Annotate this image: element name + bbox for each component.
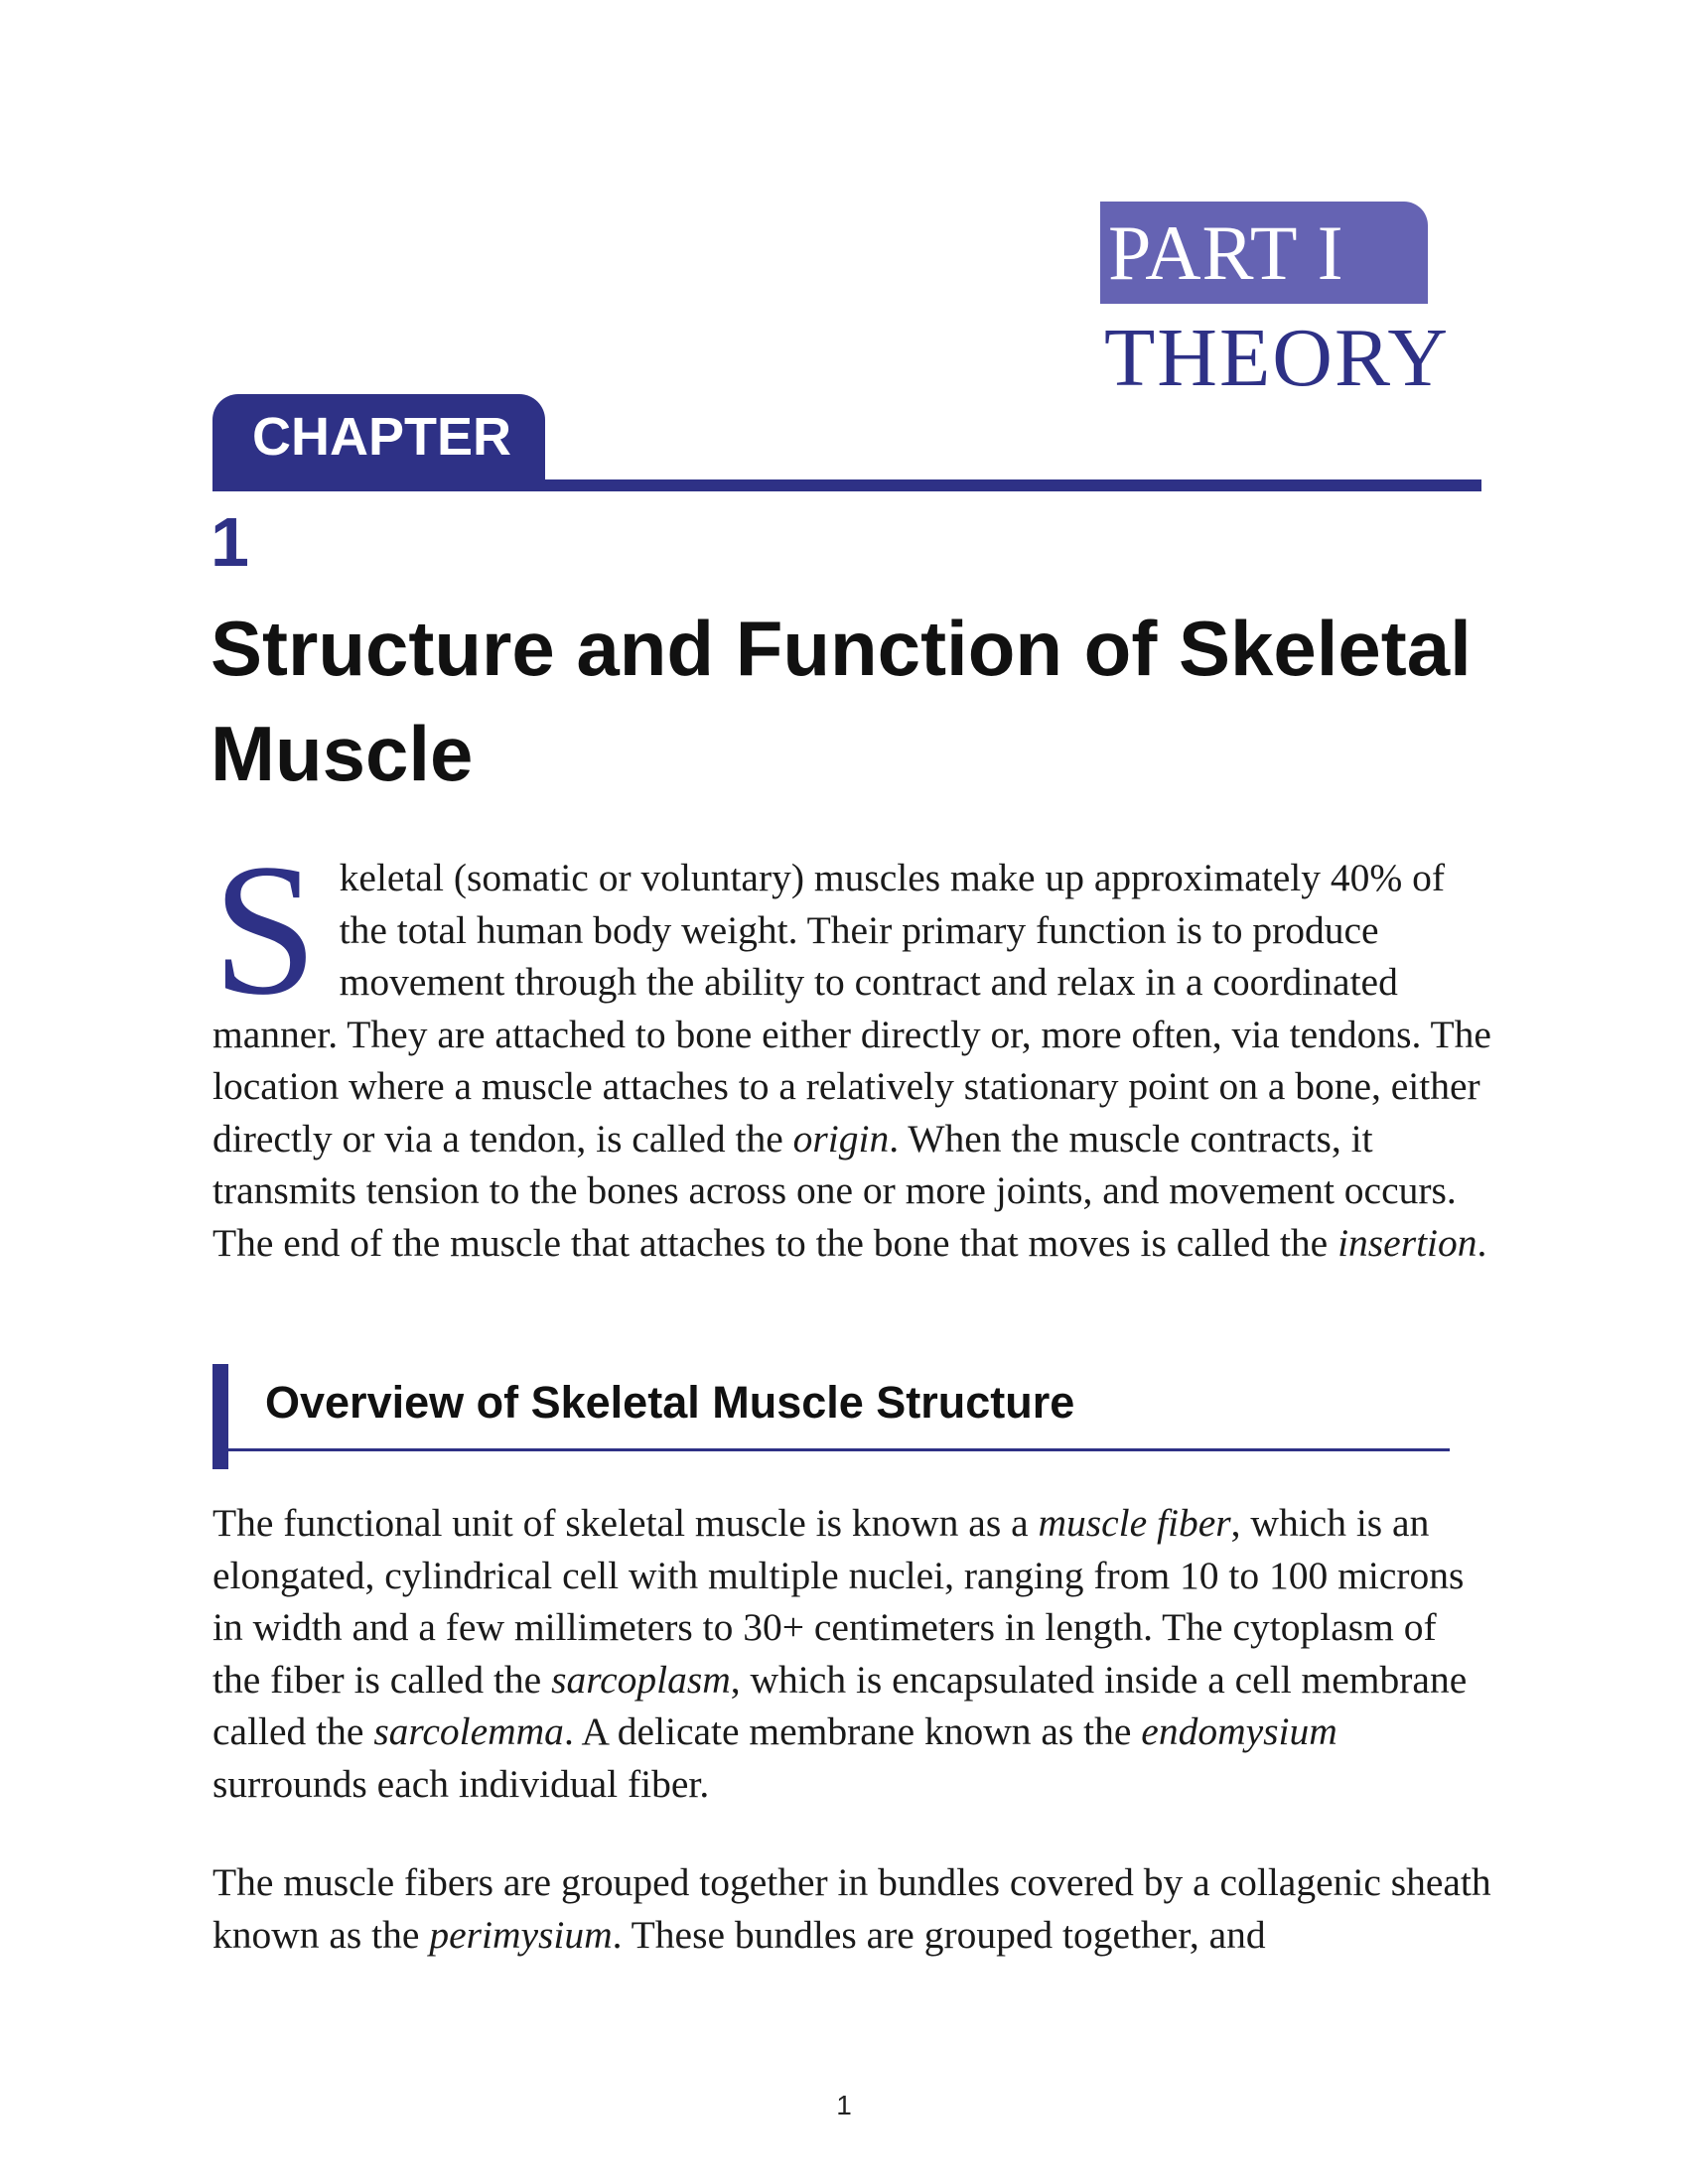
paragraph-perimysium (212, 1856, 1493, 1961)
section-accent-bar (212, 1364, 228, 1469)
term-sarcolemma: sarcolemma (373, 1709, 564, 1753)
intro-text-3: . (1477, 1220, 1487, 1265)
p2-text-4: . A delicate membrane known as the (563, 1709, 1142, 1753)
p2-text-1: The functional unit of skeletal muscle is known as a (212, 1501, 1039, 1545)
term-sarcoplasm: sarcoplasm (551, 1657, 731, 1702)
term-origin: origin (792, 1116, 890, 1160)
section-rule (228, 1448, 1450, 1451)
p3-text-1: The muscle fibers are grouped together in bundles covered by a collagenic sheath known as the (212, 1860, 1491, 1957)
part-title: THEORY (1104, 312, 1450, 404)
part-badge: PART I (1100, 202, 1428, 304)
intro-paragraph (212, 826, 1493, 1269)
intro-text-2: . When the muscle contracts, it transmits tension to the bones across one or more joints, and movement occurs. The end of the muscle that attaches to the bone that moves is called the (212, 1116, 1457, 1265)
term-endomysium: endomysium (1141, 1709, 1337, 1753)
p2-text-5: surrounds each individual fiber. (212, 1761, 710, 1806)
p3-text-2: . These bundles are grouped together, and (612, 1912, 1266, 1957)
intro-text-1: keletal (somatic or voluntary) muscles make up approximately 40% of the total human body weight. Their primary function is to produce movement through the ability to contract and relax in a coordinated manner. They are attached to bone either directly or, more often, via tendons. The location where a muscle attaches to a relatively stationary point on a bone, either directly or via a tendon, is called the (212, 856, 1491, 1160)
p2-text-2: , which is an elongated, cylindrical cell with multiple nuclei, ranging from 10 to 100 microns in width and a few millimeters to 30+ centimeters in length. The cytoplasm of the fiber is called the (212, 1501, 1465, 1702)
p2-text-3: , which is encapsulated inside a cell membrane called the (212, 1657, 1468, 1753)
section-heading: Overview of Skeletal Muscle Structure (265, 1377, 1075, 1428)
page-number: 1 (836, 2090, 852, 2120)
term-perimysium: perimysium (429, 1912, 613, 1957)
chapter-tab: CHAPTER (212, 394, 545, 480)
chapter-rule (212, 479, 1481, 491)
term-insertion: insertion (1337, 1220, 1477, 1265)
chapter-number: 1 (211, 503, 249, 581)
paragraph-muscle-fiber (212, 1497, 1493, 1810)
term-muscle-fiber: muscle fiber (1038, 1501, 1231, 1545)
chapter-title: Structure and Function of Skeletal Muscle (211, 605, 1472, 797)
drop-cap: S (212, 826, 318, 1034)
